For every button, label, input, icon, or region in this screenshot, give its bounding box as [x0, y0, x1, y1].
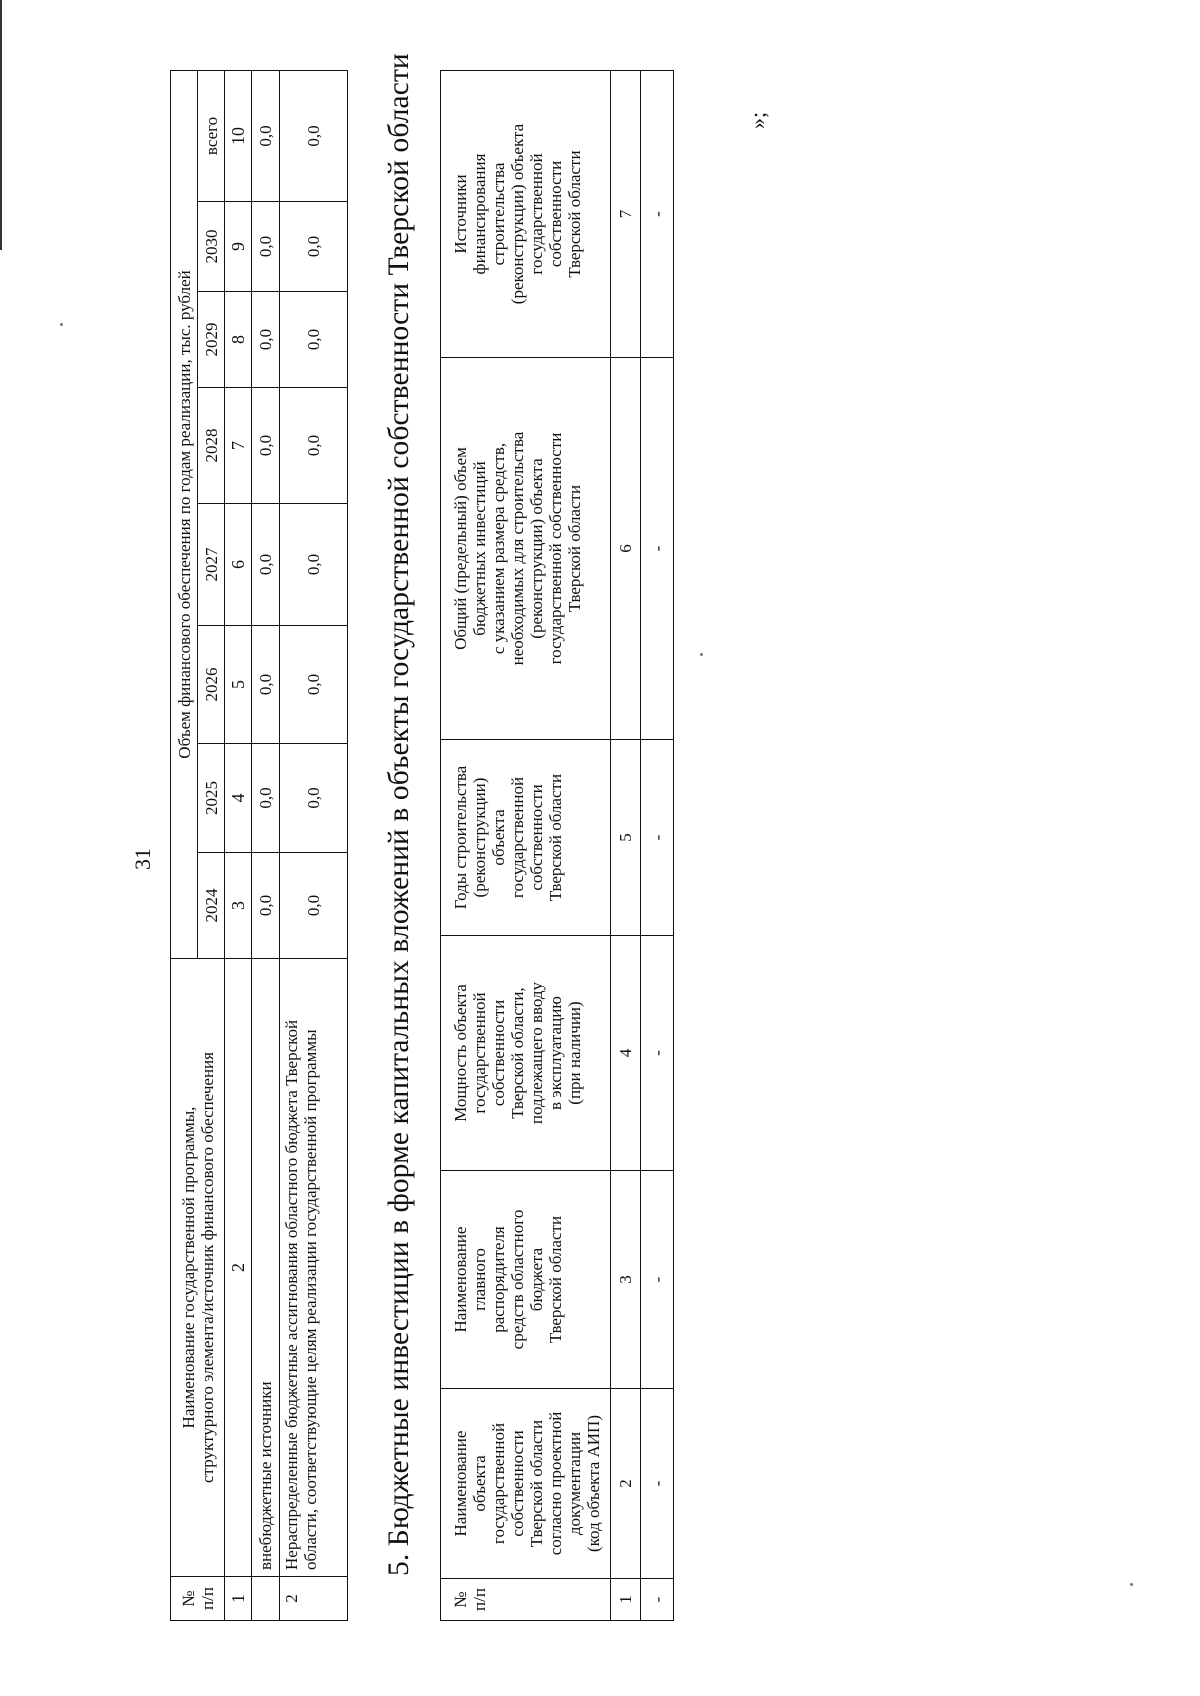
empty-cell: - — [641, 1389, 674, 1579]
year-header: 2029 — [198, 292, 225, 388]
scan-speck — [1130, 1583, 1133, 1586]
column-number: 6 — [611, 358, 641, 740]
column-number: 9 — [225, 202, 252, 292]
row-name: внебюджетные источники — [252, 959, 280, 1577]
col-name-header: Наименование государственной программы, структурного элемента/источник финансового обеспечения — [171, 959, 225, 1577]
row-number: 2 — [280, 1577, 348, 1621]
col-number-header: № п/п — [171, 1577, 225, 1621]
value-cell: 0,0 — [280, 388, 348, 504]
value-cell: 0,0 — [252, 626, 280, 744]
column-number: 7 — [225, 388, 252, 504]
column-numbers-row — [225, 70, 252, 1620]
volume-header: Объем финансового обеспечения по годам реализации, тыс. рублей — [171, 70, 198, 958]
column-number: 2 — [611, 1389, 641, 1579]
row-name: Нераспределенные бюджетные ассигнования областного бюджета Тверской области, соответствующие целям реализации государственной программы — [280, 959, 348, 1577]
col-sources-header: Источники финансирования строительства (реконструкции) объекта государственной собственности Тверской области — [441, 71, 611, 358]
table-row — [252, 70, 280, 1620]
column-number: 3 — [225, 853, 252, 959]
column-number: 2 — [225, 959, 252, 1577]
table-row — [641, 71, 674, 1621]
col-volume-header: Общий (предельный) объем бюджетных инвестиций с указанием размера средств, необходимых для строительства (реконструкции) объекта государственной собственности Тверской области — [441, 358, 611, 740]
col-manager-header: Наименование главного распорядителя средств областного бюджета Тверской области — [441, 1171, 611, 1389]
column-number: 4 — [225, 744, 252, 853]
table-row — [280, 70, 348, 1620]
investments-table — [440, 70, 674, 1621]
year-header: 2027 — [198, 504, 225, 626]
year-header: 2028 — [198, 388, 225, 504]
column-number: 5 — [225, 626, 252, 744]
empty-cell: - — [641, 1579, 674, 1621]
column-number: 1 — [611, 1579, 641, 1621]
empty-cell: - — [641, 71, 674, 358]
value-cell: 0,0 — [252, 853, 280, 959]
section-heading: 5. Бюджетные инвестиции в форме капитальных вложений в объекты государственной собственности Тверской области — [383, 53, 415, 1576]
column-number: 3 — [611, 1171, 641, 1389]
empty-cell: - — [641, 358, 674, 740]
value-cell: 0,0 — [252, 70, 280, 201]
value-cell: 0,0 — [280, 744, 348, 853]
col-object-name-header: Наименование объекта государственной собственности Тверской области согласно проектной документации (код объекта АИП) — [441, 1389, 611, 1579]
empty-cell: - — [641, 1171, 674, 1389]
col-number-header: № п/п — [441, 1579, 611, 1621]
year-header: 2024 — [198, 853, 225, 959]
value-cell: 0,0 — [252, 388, 280, 504]
total-header: всего — [198, 70, 225, 201]
value-cell: 0,0 — [252, 292, 280, 388]
year-header: 2025 — [198, 744, 225, 853]
column-number: 6 — [225, 504, 252, 626]
empty-cell: - — [641, 936, 674, 1171]
scan-edge — [0, 0, 2, 250]
value-cell: 0,0 — [252, 744, 280, 853]
financing-table — [170, 70, 348, 1621]
table-header-row — [441, 71, 611, 1621]
value-cell: 0,0 — [252, 504, 280, 626]
value-cell: 0,0 — [280, 626, 348, 744]
row-number — [252, 1577, 280, 1621]
col-years-header: Годы строительства (реконструкции) объекта государственной собственности Тверской области — [441, 740, 611, 936]
column-number: 5 — [611, 740, 641, 936]
value-cell: 0,0 — [252, 202, 280, 292]
value-cell: 0,0 — [280, 292, 348, 388]
scan-speck — [700, 653, 703, 656]
empty-cell: - — [641, 740, 674, 936]
value-cell: 0,0 — [280, 202, 348, 292]
value-cell: 0,0 — [280, 70, 348, 201]
column-number: 1 — [225, 1577, 252, 1621]
value-cell: 0,0 — [280, 504, 348, 626]
column-number: 8 — [225, 292, 252, 388]
scan-speck — [60, 323, 63, 326]
value-cell: 0,0 — [280, 853, 348, 959]
column-numbers-row — [611, 71, 641, 1621]
column-number: 7 — [611, 71, 641, 358]
year-header: 2030 — [198, 202, 225, 292]
column-number: 10 — [225, 70, 252, 201]
table-header-row — [171, 70, 198, 1620]
closing-mark: »; — [745, 111, 770, 129]
col-capacity-header: Мощность объекта государственной собственности Тверской области, подлежащего вводу в эксплуатацию (при наличии) — [441, 936, 611, 1171]
column-number: 4 — [611, 936, 641, 1171]
year-header: 2026 — [198, 626, 225, 744]
page-number: 31 — [130, 848, 155, 870]
